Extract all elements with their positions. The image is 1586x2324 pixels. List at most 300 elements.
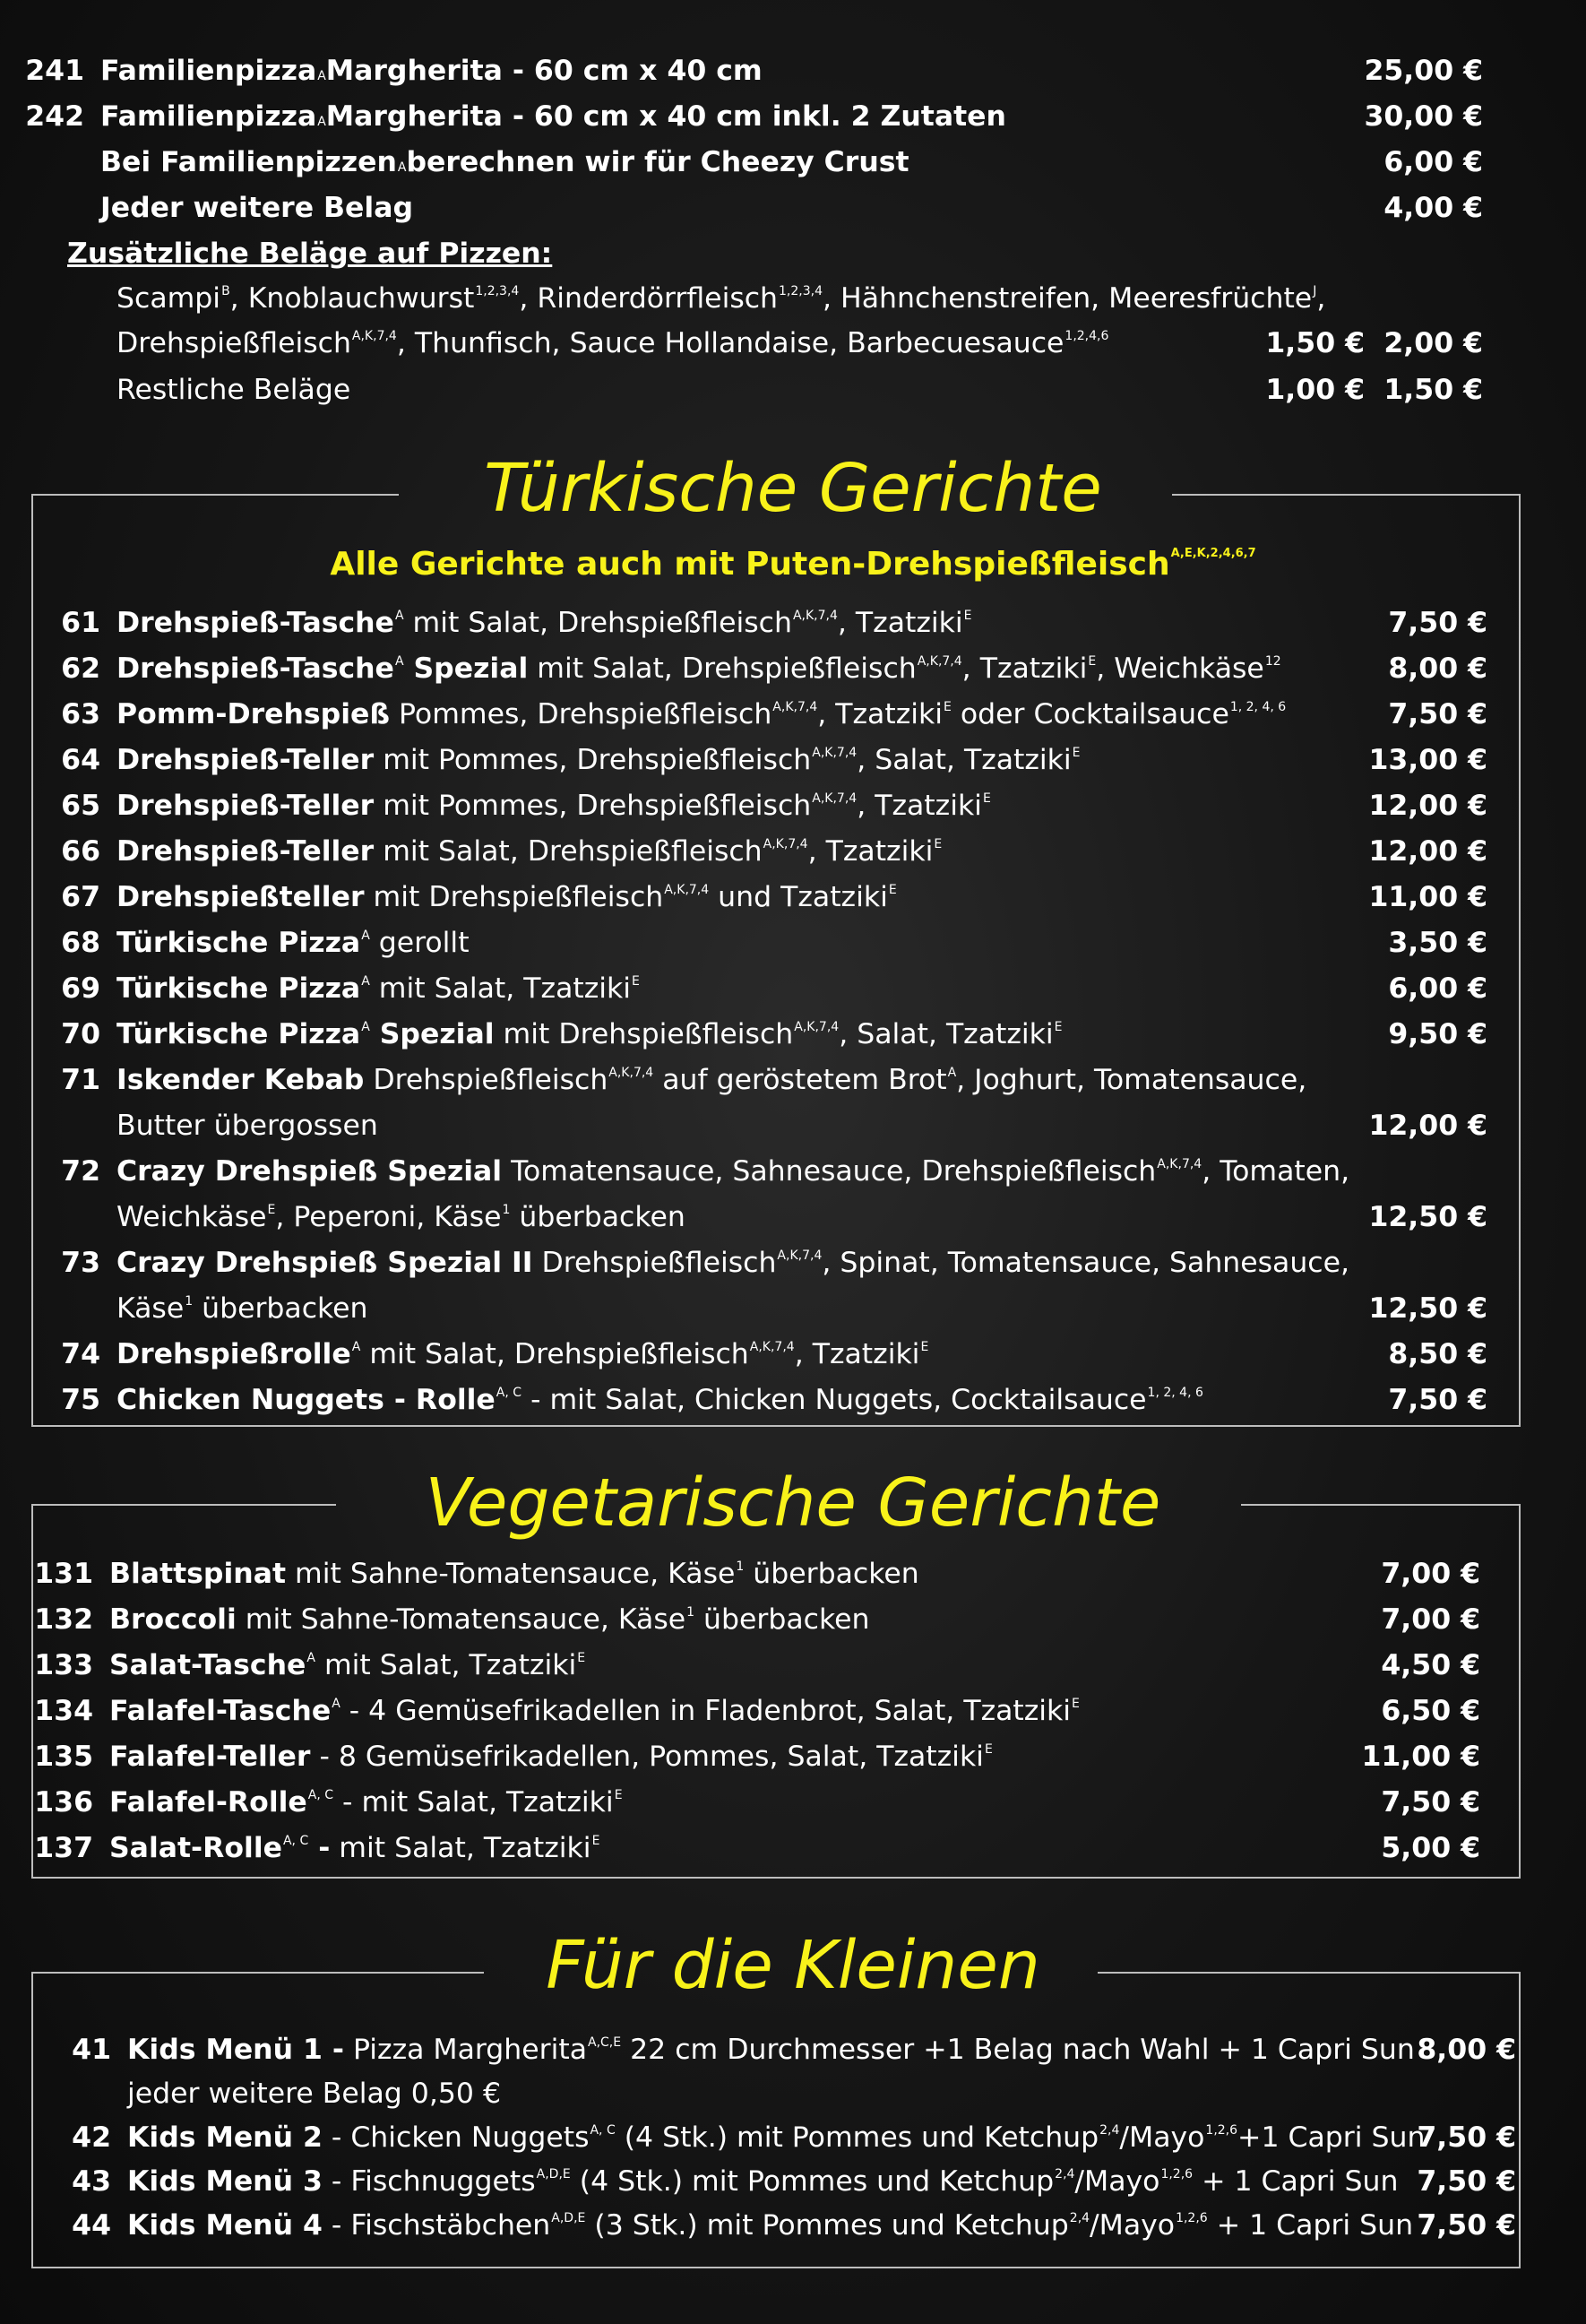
allergen-code: A [394, 654, 404, 669]
menu-item-row [45, 2036, 1516, 2065]
item-text [116, 1018, 1063, 1050]
item-price: 7,50 € [1417, 2209, 1516, 2242]
menu-item-row [45, 2165, 1516, 2198]
allergen-code: A,D,E [551, 2211, 586, 2225]
item-description: mit Pommes, Drehspießfleisch [374, 744, 812, 776]
item-text [116, 972, 640, 1005]
item-number: 61 [61, 607, 100, 639]
allergen-code: 2,4 [1069, 2211, 1090, 2225]
item-text [116, 1249, 1349, 1278]
allergen-code: E [1072, 746, 1081, 760]
allergen-code: E [984, 1742, 993, 1757]
allergen-code: A,C,E [588, 2035, 622, 2050]
item-name: Drehspießteller [116, 881, 365, 913]
item-description: auf geröstetem Brot [653, 1064, 947, 1096]
item-description: , Weichkäse [1096, 652, 1264, 685]
item-description: Käse [116, 1292, 185, 1325]
item-price: 8,50 € [1388, 1338, 1487, 1370]
item-name: Drehspieß-Tasche [116, 607, 394, 639]
item-number: 72 [61, 1155, 100, 1188]
item-price: 7,00 € [1381, 1603, 1480, 1636]
item-name: Pomm-Drehspieß [116, 698, 391, 730]
item-name: Falafel-Tasche [109, 1695, 332, 1727]
item-text [116, 1338, 929, 1370]
allergen-code: E [1088, 654, 1097, 669]
item-number: 71 [61, 1064, 100, 1096]
item-price: 7,50 € [1388, 1384, 1487, 1416]
item-name: Kids Menü 2 [127, 2121, 323, 2154]
item-number: 43 [72, 2165, 111, 2198]
item-description: mit Sahne-Tomatensauce, Käse [286, 1558, 736, 1590]
item-name: Falafel-Teller [109, 1741, 311, 1773]
item-number: 132 [34, 1603, 93, 1636]
menu-item-row [27, 1695, 1480, 1727]
item-description: - Chicken Nuggets [322, 2121, 590, 2154]
item-price: 5,00 € [1381, 1832, 1480, 1864]
allergen-code: A [361, 929, 370, 943]
menu-item-row [34, 792, 1487, 821]
item-description: Drehspießfleisch [364, 1064, 608, 1096]
item-price: 2,00 € [1383, 327, 1483, 359]
extras-line [116, 327, 1109, 359]
item-name: Crazy Drehspieß Spezial [116, 1155, 503, 1188]
item-description: (3 Stk.) mit Pommes und Ketchup [585, 2209, 1069, 2242]
item-description: mit Salat, Tzatziki [369, 972, 632, 1005]
allergen-code: E [1072, 1697, 1080, 1711]
item-description: /Mayo [1074, 2165, 1160, 2198]
allergen-code: E [632, 974, 640, 989]
item-text [109, 1560, 919, 1589]
allergen-code: 1 [736, 1559, 745, 1574]
allergen-code: 1,2,3,4 [475, 284, 520, 298]
item-text [116, 881, 897, 913]
menu-item-row [34, 1112, 1487, 1141]
item-description: , Tzatziki [857, 790, 982, 822]
item-description: , Tzatziki [817, 698, 943, 730]
item-text [127, 2036, 1415, 2065]
item-price: 1,50 € [1383, 374, 1483, 406]
extras-text: , Hähnchenstreifen, Meeresfrüchte [823, 282, 1313, 315]
allergen-code: E [591, 1834, 600, 1848]
menu-item-row [27, 1560, 1480, 1589]
item-price: 30,00 € [1364, 100, 1483, 133]
allergen-code: A,K,7,4 [812, 791, 858, 806]
item-name: Drehspieß-Teller [116, 835, 375, 868]
item-description: Tomatensauce, Sahnesauce, Drehspießfleisch [502, 1155, 1157, 1188]
item-name: Salat-Rolle [109, 1832, 282, 1864]
item-price: 12,00 € [1368, 790, 1487, 822]
item-number: 74 [61, 1338, 100, 1370]
item-name: Familienpizza [100, 100, 317, 133]
item-name: Spezial [403, 652, 529, 685]
allergen-code: A,K,7,4 [749, 1340, 795, 1354]
menu-item-row [34, 929, 1487, 958]
extras-title: Zusätzliche Beläge auf Pizzen: [67, 238, 553, 270]
allergen-code: J [1313, 284, 1317, 298]
menu-item-row [45, 2209, 1516, 2242]
allergen-code: A,K,7,4 [351, 329, 397, 343]
item-text [109, 1695, 1080, 1727]
item-name: Crazy Drehspieß Spezial II [116, 1247, 533, 1279]
menu-item-row [34, 1384, 1487, 1416]
item-name: Jeder weitere Belag [100, 192, 414, 224]
item-price: 7,50 € [1388, 607, 1487, 639]
item-name: Drehspieß-Teller [116, 744, 375, 776]
extras-text: , Knoblauchwurst [229, 282, 475, 315]
item-description: , Salat, Tzatziki [839, 1018, 1054, 1050]
item-text [109, 1743, 993, 1772]
item-text [116, 744, 1081, 776]
item-text [116, 1201, 685, 1233]
item-text [116, 698, 1287, 730]
item-price: 12,00 € [1368, 1110, 1487, 1142]
item-description: +1 Capri Sun [1237, 2121, 1426, 2154]
item-number: 241 [25, 55, 84, 87]
item-price: 11,00 € [1368, 881, 1487, 913]
item-price: 6,50 € [1381, 1695, 1480, 1727]
item-description: - Fischstäbchen [322, 2209, 551, 2242]
item-description: mit Salat, Drehspießfleisch [360, 1338, 749, 1370]
item-name: Drehspieß-Tasche [116, 652, 394, 685]
allergen-code: A,K,7,4 [792, 609, 838, 623]
menu-item-row [34, 835, 1487, 868]
allergen-code: E [614, 1788, 623, 1802]
allergen-code: E [934, 837, 943, 851]
extras-line [116, 282, 1326, 315]
extras-text: , Thunfisch, Sauce Hollandaise, Barbecuesauce [396, 327, 1065, 359]
menu-item-row [34, 1249, 1487, 1278]
menu-item-row [45, 2080, 1516, 2109]
allergen-code: 2,4 [1055, 2167, 1075, 2181]
item-number: 66 [61, 835, 100, 868]
item-price: 12,50 € [1368, 1201, 1487, 1233]
item-number: 136 [34, 1786, 93, 1819]
item-description: überbacken [744, 1558, 919, 1590]
allergen-code: 1,2,6 [1176, 2211, 1208, 2225]
allergen-code: A [361, 1020, 370, 1034]
item-name: Familienpizza [100, 55, 317, 87]
item-description: , Peperoni, Käse [275, 1201, 502, 1233]
item-name: - [308, 1832, 331, 1864]
extras-text: , [1316, 282, 1326, 315]
item-price: 4,50 € [1381, 1649, 1480, 1681]
item-description: (4 Stk.) mit Pommes und Ketchup [570, 2165, 1055, 2198]
item-description: überbacken [510, 1201, 685, 1233]
allergen-code: E [920, 1340, 929, 1354]
item-number: 42 [72, 2121, 111, 2154]
item-text [116, 929, 470, 958]
allergen-code: E [982, 791, 991, 806]
item-description: mit Salat, Tzatziki [315, 1649, 577, 1681]
menu-item-row: 241 Familienpizza A Margherita - 60 cm x 40 cm 25,00 € [18, 57, 1483, 86]
allergen-code: E [577, 1651, 586, 1665]
item-name: Chicken Nuggets - Rolle [116, 1384, 496, 1416]
menu-item-row [34, 1292, 1487, 1325]
item-description: gerollt [369, 927, 470, 959]
allergen-code: 1,2,6 [1160, 2167, 1194, 2181]
allergen-code: A, C [496, 1386, 522, 1400]
allergen-code: A [306, 1651, 315, 1665]
item-text [116, 652, 1281, 685]
item-name: Türkische Pizza [116, 927, 361, 959]
item-price: 7,50 € [1417, 2165, 1516, 2198]
item-description: - 8 Gemüsefrikadellen, Pommes, Salat, Tzatziki [310, 1741, 984, 1773]
item-description: Drehspießfleisch [532, 1247, 777, 1279]
item-price: 7,00 € [1381, 1558, 1480, 1590]
item-text [116, 792, 991, 821]
item-price: 9,50 € [1388, 1018, 1487, 1050]
item-description: + 1 Capri Sun [1193, 2165, 1399, 2198]
item-name: Bei Familienpizzen [100, 146, 397, 178]
allergen-code: A, C [282, 1834, 309, 1848]
item-text [116, 1064, 1307, 1096]
item-text [127, 2121, 1426, 2154]
vegetarian-heading: Vegetarische Gerichte [425, 1464, 1161, 1542]
item-description: (4 Stk.) mit Pommes und Ketchup [615, 2121, 1099, 2154]
item-number: 62 [61, 652, 100, 685]
allergen-code: A,K,7,4 [777, 1248, 823, 1263]
item-description: , Joghurt, Tomatensauce, [956, 1064, 1307, 1096]
kids-heading: Für die Kleinen [546, 1927, 1040, 2004]
menu-item-row [34, 1338, 1487, 1370]
item-description: , Salat, Tzatziki [857, 744, 1072, 776]
item-description: mit Salat, Drehspießfleisch [374, 835, 763, 868]
menu-item-row [34, 652, 1487, 685]
menu-item-row [34, 972, 1487, 1005]
menu-item-row [34, 698, 1487, 730]
allergen-code: 1,2,3,4 [779, 284, 823, 298]
item-name: Blattspinat [109, 1558, 287, 1590]
item-description: mit Drehspießfleisch [364, 881, 664, 913]
item-description: Pizza Margherita [343, 2034, 587, 2066]
item-description: + 1 Capri Sun [1207, 2209, 1414, 2242]
item-price: 12,00 € [1368, 835, 1487, 868]
allergen-code: E [267, 1203, 276, 1217]
item-description: Pommes, Drehspießfleisch [390, 698, 772, 730]
item-description: mit Pommes, Drehspießfleisch [374, 790, 812, 822]
item-number: 44 [72, 2209, 111, 2242]
extras-text: , Rinderdörrfleisch [519, 282, 779, 315]
allergen-code: A,K,7,4 [763, 837, 808, 851]
item-description: mit Sahne-Tomatensauce, Käse [236, 1603, 686, 1636]
menu-item-row [34, 1018, 1487, 1050]
item-text [116, 1292, 368, 1325]
item-number: 133 [34, 1649, 93, 1681]
item-number: 70 [61, 1018, 100, 1050]
allergen-code: B [221, 284, 230, 298]
allergen-code: A,D,E [536, 2167, 571, 2181]
item-description: oder Cocktailsauce [951, 698, 1229, 730]
allergen-code: A [332, 1697, 340, 1711]
item-text [109, 1786, 623, 1819]
allergen-code: A [394, 609, 404, 623]
item-text [127, 2080, 501, 2109]
item-name: Türkische Pizza [116, 1018, 361, 1050]
allergen-code: A,K,7,4 [794, 1020, 840, 1034]
item-price: 7,50 € [1381, 1786, 1480, 1819]
menu-item-row [34, 1155, 1487, 1188]
item-number: 137 [34, 1832, 93, 1864]
menu-item-row [34, 1201, 1487, 1233]
allergen-code: A,K,7,4 [1157, 1157, 1202, 1171]
item-text [116, 609, 972, 638]
item-description: Margherita - 60 cm x 40 cm [325, 55, 763, 87]
item-price: 7,50 € [1417, 2121, 1516, 2154]
allergen-code: A, C [307, 1788, 334, 1802]
menu-item-row [18, 194, 1483, 223]
extras-line: Restliche Beläge [116, 374, 351, 406]
item-text [116, 1112, 378, 1141]
turkish-subtitle: Alle Gerichte auch mit Puten-Drehspießfleisch$^{A,E,K,2,4,6,7}$ [330, 546, 1256, 583]
item-price: 12,50 € [1368, 1292, 1487, 1325]
allergen-code: 2,4 [1099, 2123, 1120, 2138]
allergen-code: E [943, 700, 952, 714]
item-name: Kids Menü 1 - [127, 2034, 344, 2066]
menu-item-row [27, 1743, 1480, 1772]
menu-item-row [34, 609, 1487, 638]
item-description: - Fischnuggets [322, 2165, 536, 2198]
item-description: berechnen wir für Cheezy Crust [406, 146, 909, 178]
item-number: 242 [25, 100, 84, 133]
item-number: 63 [61, 698, 100, 730]
item-price: 1,50 € [1265, 327, 1365, 359]
item-number: 68 [61, 927, 100, 959]
item-price: 25,00 € [1364, 55, 1483, 87]
item-name: Drehspieß-Teller [116, 790, 375, 822]
item-number: 41 [72, 2034, 111, 2066]
item-text [109, 1603, 870, 1636]
item-name: Kids Menü 4 [127, 2209, 323, 2242]
item-description: , Tzatziki [807, 835, 934, 868]
item-number: 75 [61, 1384, 100, 1416]
allergen-code: E [963, 609, 972, 623]
item-description: mit Salat, Drehspießfleisch [403, 607, 792, 639]
item-price: 6,00 € [1383, 146, 1483, 178]
item-price: 6,00 € [1388, 972, 1487, 1005]
menu-item-row [34, 881, 1487, 913]
item-description: , Tomaten, [1202, 1155, 1350, 1188]
item-name: Kids Menü 3 [127, 2165, 323, 2198]
item-description: und Tzatziki [709, 881, 888, 913]
item-description: Weichkäse [116, 1201, 267, 1233]
menu-item-row [45, 2121, 1516, 2154]
menu-item-row: Bei Familienpizzen A berechnen wir für Cheezy Crust 6,00 € [100, 146, 1483, 178]
item-description: /Mayo [1119, 2121, 1205, 2154]
item-description: überbacken [193, 1292, 368, 1325]
item-description: überbacken [694, 1603, 870, 1636]
allergen-code: A [351, 1340, 361, 1354]
item-price: 1,00 € [1265, 374, 1365, 406]
item-price: 7,50 € [1388, 698, 1487, 730]
item-price: 4,00 € [1383, 192, 1483, 224]
item-description: jeder weitere Belag 0,50 € [127, 2078, 501, 2110]
menu-item-row [34, 744, 1487, 776]
item-price: 11,00 € [1361, 1741, 1480, 1773]
allergen-code: 1 [185, 1294, 194, 1309]
item-description: , Spinat, Tomatensauce, Sahnesauce, [822, 1247, 1350, 1279]
item-description: , Tzatziki [837, 607, 963, 639]
item-description: Margherita - 60 cm x 40 cm inkl. 2 Zutaten [325, 100, 1006, 133]
item-name: Falafel-Rolle [109, 1786, 307, 1819]
item-description: , Tzatziki [794, 1338, 920, 1370]
menu-item-row [27, 1649, 1480, 1681]
allergen-code: E [888, 883, 897, 897]
menu-item-row: 242 Familienpizza A Margherita - 60 cm x 40 cm inkl. 2 Zutaten 30,00 € [18, 103, 1483, 132]
item-text [109, 1649, 586, 1681]
item-name: Drehspießrolle [116, 1338, 351, 1370]
item-name: Türkische Pizza [116, 972, 361, 1005]
item-description: - 4 Gemüsefrikadellen in Fladenbrot, Salat, Tzatziki [340, 1695, 1072, 1727]
allergen-code: E [1054, 1020, 1063, 1034]
item-number: 134 [34, 1695, 93, 1727]
allergen-code: A [361, 974, 370, 989]
item-number: 69 [61, 972, 100, 1005]
item-name: Salat-Tasche [109, 1649, 306, 1681]
item-name: Spezial [369, 1018, 495, 1050]
allergen-code: 12 [1264, 654, 1281, 669]
item-description: , Tzatziki [961, 652, 1088, 685]
turkish-heading: Türkische Gerichte [484, 450, 1102, 527]
extras-text: Scampi [116, 282, 221, 315]
allergen-code: 1 [686, 1605, 695, 1620]
allergen-code: A, C [590, 2123, 616, 2138]
item-number: 65 [61, 790, 100, 822]
allergen-code: A,K,7,4 [812, 746, 858, 760]
allergen-code: 1,2,6 [1205, 2123, 1238, 2138]
allergen-code: A,K,7,4 [608, 1066, 654, 1080]
item-description: 22 cm Durchmesser +1 Belag nach Wahl + 1 Capri Sun [621, 2034, 1415, 2066]
item-price: 3,50 € [1388, 927, 1487, 959]
item-price: 8,00 € [1417, 2034, 1516, 2066]
item-description: Butter übergossen [116, 1110, 378, 1142]
item-number: 64 [61, 744, 100, 776]
menu-item-row [27, 1786, 1480, 1819]
item-description: /Mayo [1090, 2209, 1176, 2242]
item-text [109, 1832, 600, 1864]
allergen-code: A [947, 1066, 957, 1080]
item-price: 8,00 € [1388, 652, 1487, 685]
allergen-code: 1, 2, 4, 6 [1147, 1386, 1203, 1400]
item-description: - mit Salat, Tzatziki [333, 1786, 614, 1819]
item-number: 131 [34, 1558, 93, 1590]
item-text [116, 1384, 1203, 1416]
extras-text: Drehspießfleisch [116, 327, 351, 359]
item-description: mit Drehspießfleisch [494, 1018, 794, 1050]
allergen-code: 1,2,4,6 [1065, 329, 1109, 343]
item-name: Iskender Kebab [116, 1064, 365, 1096]
menu-item-row [27, 1603, 1480, 1636]
allergen-code: A,K,7,4 [664, 883, 710, 897]
allergen-code: 1 [502, 1203, 511, 1217]
item-description: mit Salat, Tzatziki [330, 1832, 591, 1864]
allergen-code: 1, 2, 4, 6 [1229, 700, 1287, 714]
item-text [127, 2209, 1414, 2242]
allergen-code: A,K,7,4 [772, 700, 818, 714]
item-number: 73 [61, 1247, 100, 1279]
item-number: 67 [61, 881, 100, 913]
item-name: Broccoli [109, 1603, 237, 1636]
menu-item-row [27, 1832, 1480, 1864]
item-text [116, 1155, 1350, 1188]
item-price: 13,00 € [1368, 744, 1487, 776]
item-text [127, 2165, 1399, 2198]
item-text [116, 835, 943, 868]
item-description: mit Salat, Drehspießfleisch [528, 652, 917, 685]
item-description: - mit Salat, Chicken Nuggets, Cocktailsauce [521, 1384, 1147, 1416]
menu-item-row [34, 1064, 1487, 1096]
allergen-code: A,K,7,4 [917, 654, 962, 669]
item-number: 135 [34, 1741, 93, 1773]
